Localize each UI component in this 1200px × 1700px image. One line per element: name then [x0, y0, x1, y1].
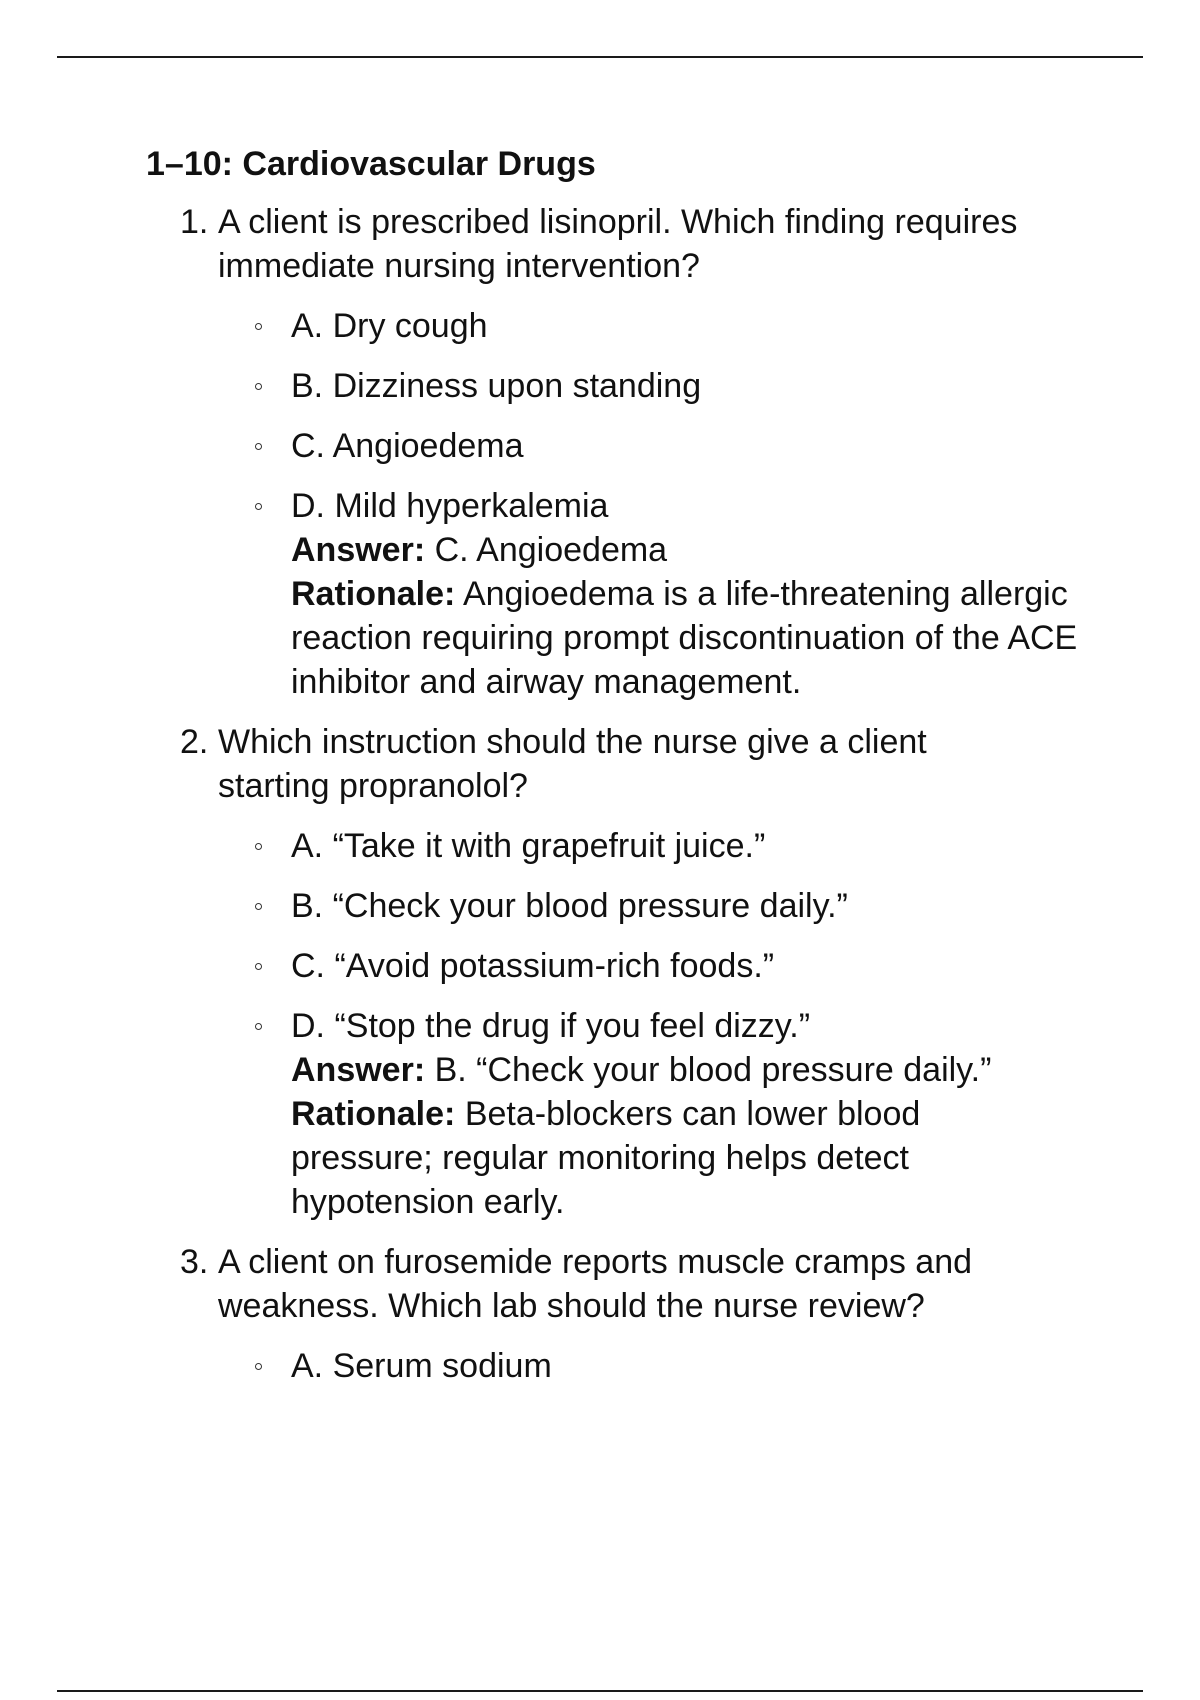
option-text: C. “Avoid potassium-rich foods.”	[291, 947, 775, 985]
section-title: 1–10: Cardiovascular Drugs	[146, 145, 596, 183]
bottom-rule	[57, 1690, 1143, 1692]
circle-bullet-icon	[255, 323, 262, 330]
top-rule	[57, 56, 1143, 58]
circle-bullet-icon	[255, 903, 262, 910]
option-item	[146, 424, 1106, 468]
answer-text: B. “Check your blood pressure daily.”	[434, 1051, 992, 1089]
option-text: D. Mild hyperkalemia	[291, 487, 609, 525]
rationale-text: Beta-blockers can lower blood pressure; regular monitoring helps detect hypotension early.	[291, 1095, 921, 1221]
options-list	[146, 1344, 1106, 1388]
circle-bullet-icon	[255, 1023, 262, 1030]
option-text: A. “Take it with grapefruit juice.”	[291, 827, 766, 865]
options-list	[146, 824, 1106, 1048]
question-number: 1.	[180, 203, 209, 241]
rationale-line	[291, 572, 1081, 704]
question-text: A client on furosemide reports muscle cramps and weakness. Which lab should the nurse review?	[218, 1243, 973, 1325]
circle-bullet-icon	[255, 963, 262, 970]
option-item	[146, 364, 1106, 408]
answer-text: C. Angioedema	[434, 531, 668, 569]
circle-bullet-icon	[255, 443, 262, 450]
option-text: B. “Check your blood pressure daily.”	[291, 887, 848, 925]
rationale-label: Rationale:	[291, 1095, 456, 1133]
option-text: A. Serum sodium	[291, 1347, 552, 1385]
answer-line	[291, 528, 1081, 572]
option-item	[146, 484, 1106, 528]
circle-bullet-icon	[255, 1363, 262, 1370]
option-text: A. Dry cough	[291, 307, 488, 345]
option-item	[146, 1004, 1106, 1048]
document-content	[146, 142, 1106, 1404]
question-2	[146, 720, 1106, 1224]
answer-label: Answer:	[291, 1051, 426, 1089]
option-item	[146, 1344, 1106, 1388]
option-text: B. Dizziness upon standing	[291, 367, 702, 405]
option-item	[146, 944, 1106, 988]
option-item	[146, 304, 1106, 348]
circle-bullet-icon	[255, 503, 262, 510]
answer-block	[291, 1048, 1081, 1224]
question-number: 3.	[180, 1243, 209, 1281]
options-list	[146, 304, 1106, 528]
question-3	[146, 1240, 1106, 1388]
answer-line	[291, 1048, 1081, 1092]
question-number: 2.	[180, 723, 209, 761]
option-item	[146, 824, 1106, 868]
circle-bullet-icon	[255, 383, 262, 390]
option-text: D. “Stop the drug if you feel dizzy.”	[291, 1007, 811, 1045]
question-text: Which instruction should the nurse give a client starting propranolol?	[218, 723, 927, 805]
question-1	[146, 200, 1106, 704]
circle-bullet-icon	[255, 843, 262, 850]
question-text: A client is prescribed lisinopril. Which finding requires immediate nursing intervention?	[218, 203, 1018, 285]
option-text: C. Angioedema	[291, 427, 524, 465]
rationale-line	[291, 1092, 971, 1224]
answer-block	[291, 528, 1081, 704]
rationale-label: Rationale:	[291, 575, 456, 613]
option-item	[146, 884, 1106, 928]
answer-label: Answer:	[291, 531, 426, 569]
rationale-text: Angioedema is a life-threatening allergic reaction requiring prompt discontinuation of the ACE inhibitor and airway management.	[291, 575, 1078, 701]
